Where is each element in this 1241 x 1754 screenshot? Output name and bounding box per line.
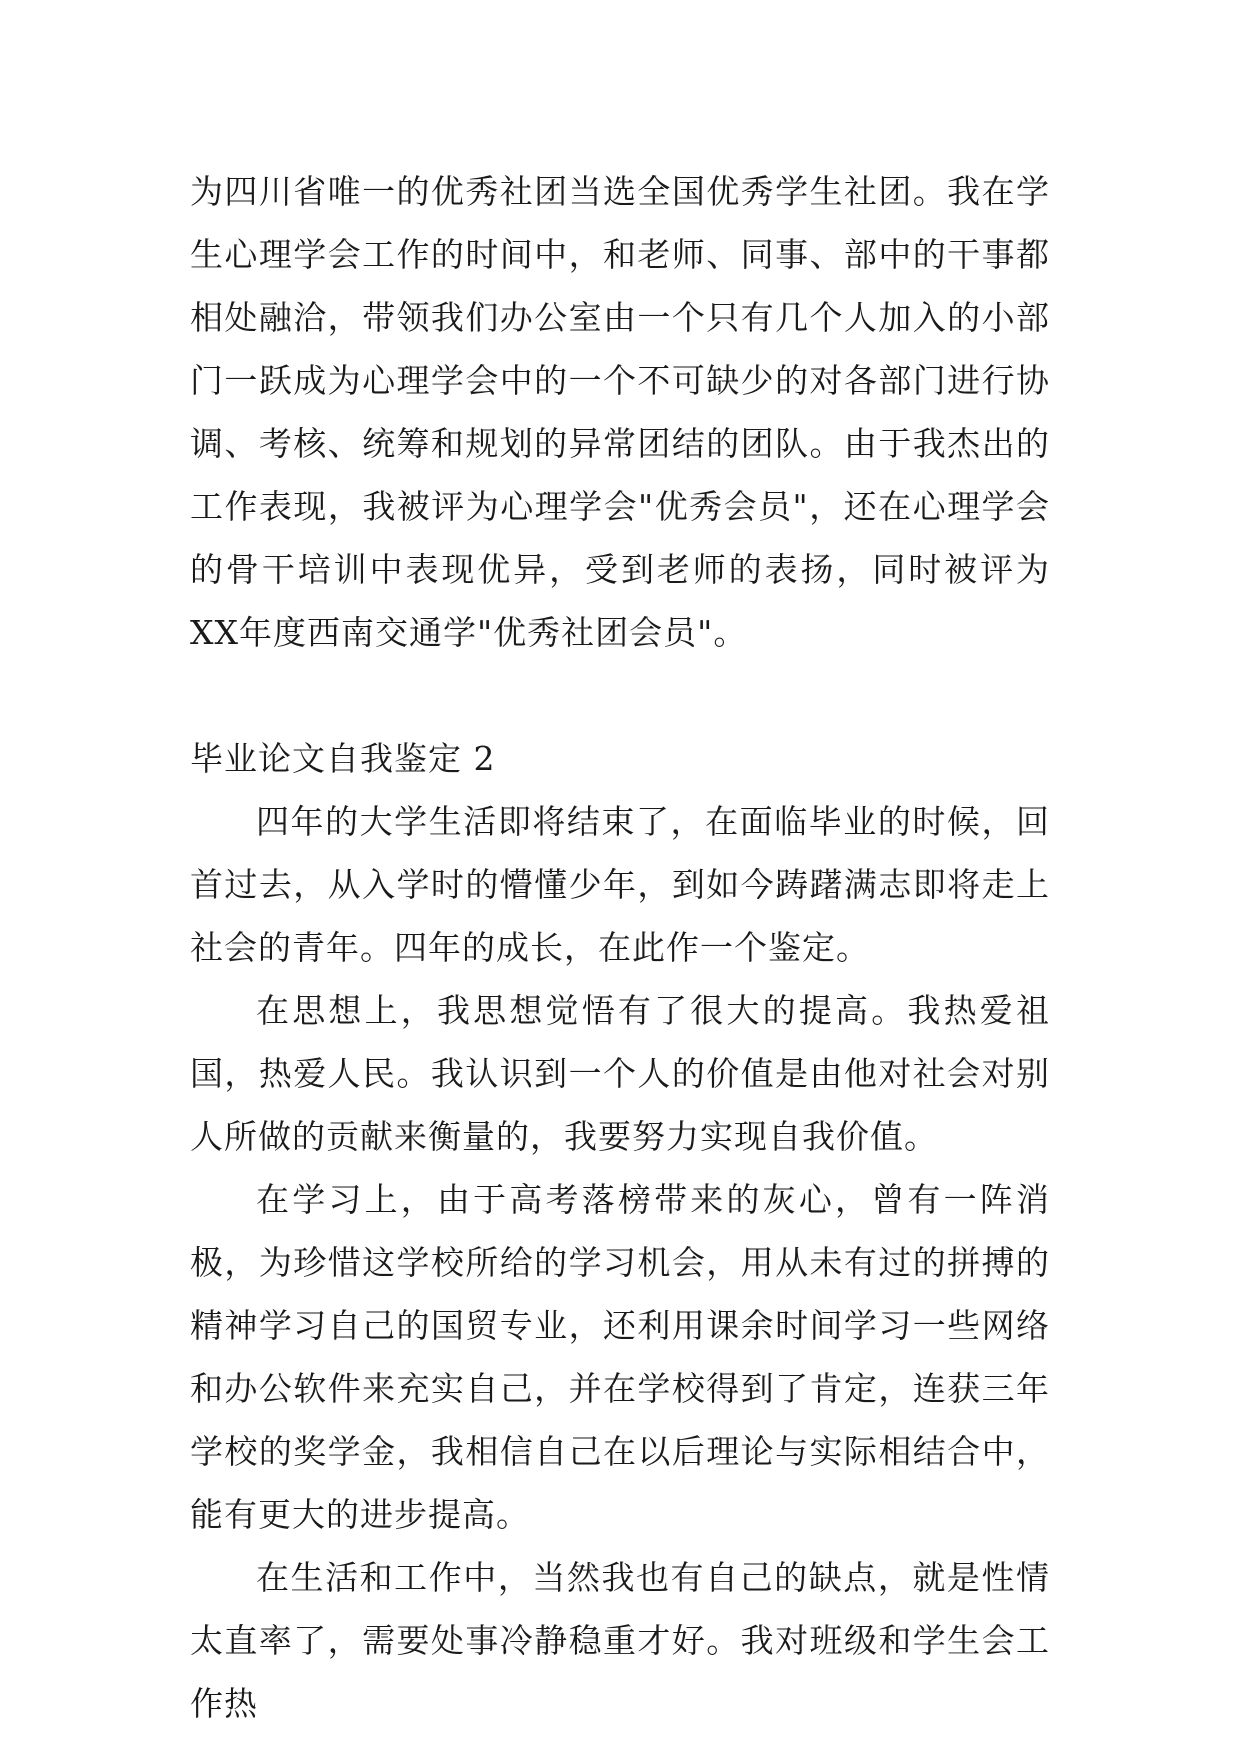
document-body [190,160,1050,1735]
section-title: 毕业论文自我鉴定 2 [190,739,496,778]
continued-paragraph: 为四川省唯一的优秀社团当选全国优秀学生社团。我在学生心理学会工作的时间中，和老师、同事、部中的干事都相处融洽，带领我们办公室由一个只有几个人加入的小部门一跃成为心理学会中的一个不可缺少的对各部门进行协调、考核、统筹和规划的异常团结的团队。由于我杰出的工作表现，我被评为心理学会"优秀会员"，还在心理学会的骨干培训中表现优异，受到老师的表扬，同时被评为XX年度西南交通学"优秀社团会员"。 [190,172,1050,652]
section-spacer [190,664,1050,727]
paragraph-life-work: 在生活和工作中，当然我也有自己的缺点，就是性情太直率了，需要处事冷静稳重才好。我对班级和学生会工作热 [190,1558,1050,1723]
paragraph-study: 在学习上，由于高考落榜带来的灰心，曾有一阵消极，为珍惜这学校所给的学习机会，用从未有过的拼搏的精神学习自己的国贸专业，还利用课余时间学习一些网络和办公软件来充实自己，并在学校得到了肯定，连获三年学校的奖学金，我相信自己在以后理论与实际相结合中，能有更大的进步提高。 [190,1180,1050,1534]
paragraph-thought: 在思想上，我思想觉悟有了很大的提高。我热爱祖国，热爱人民。我认识到一个人的价值是由他对社会对别人所做的贡献来衡量的，我要努力实现自我价值。 [190,991,1050,1156]
paragraph-intro: 四年的大学生活即将结束了，在面临毕业的时候，回首过去，从入学时的懵懂少年，到如今踌躇满志即将走上社会的青年。四年的成长，在此作一个鉴定。 [190,802,1050,967]
